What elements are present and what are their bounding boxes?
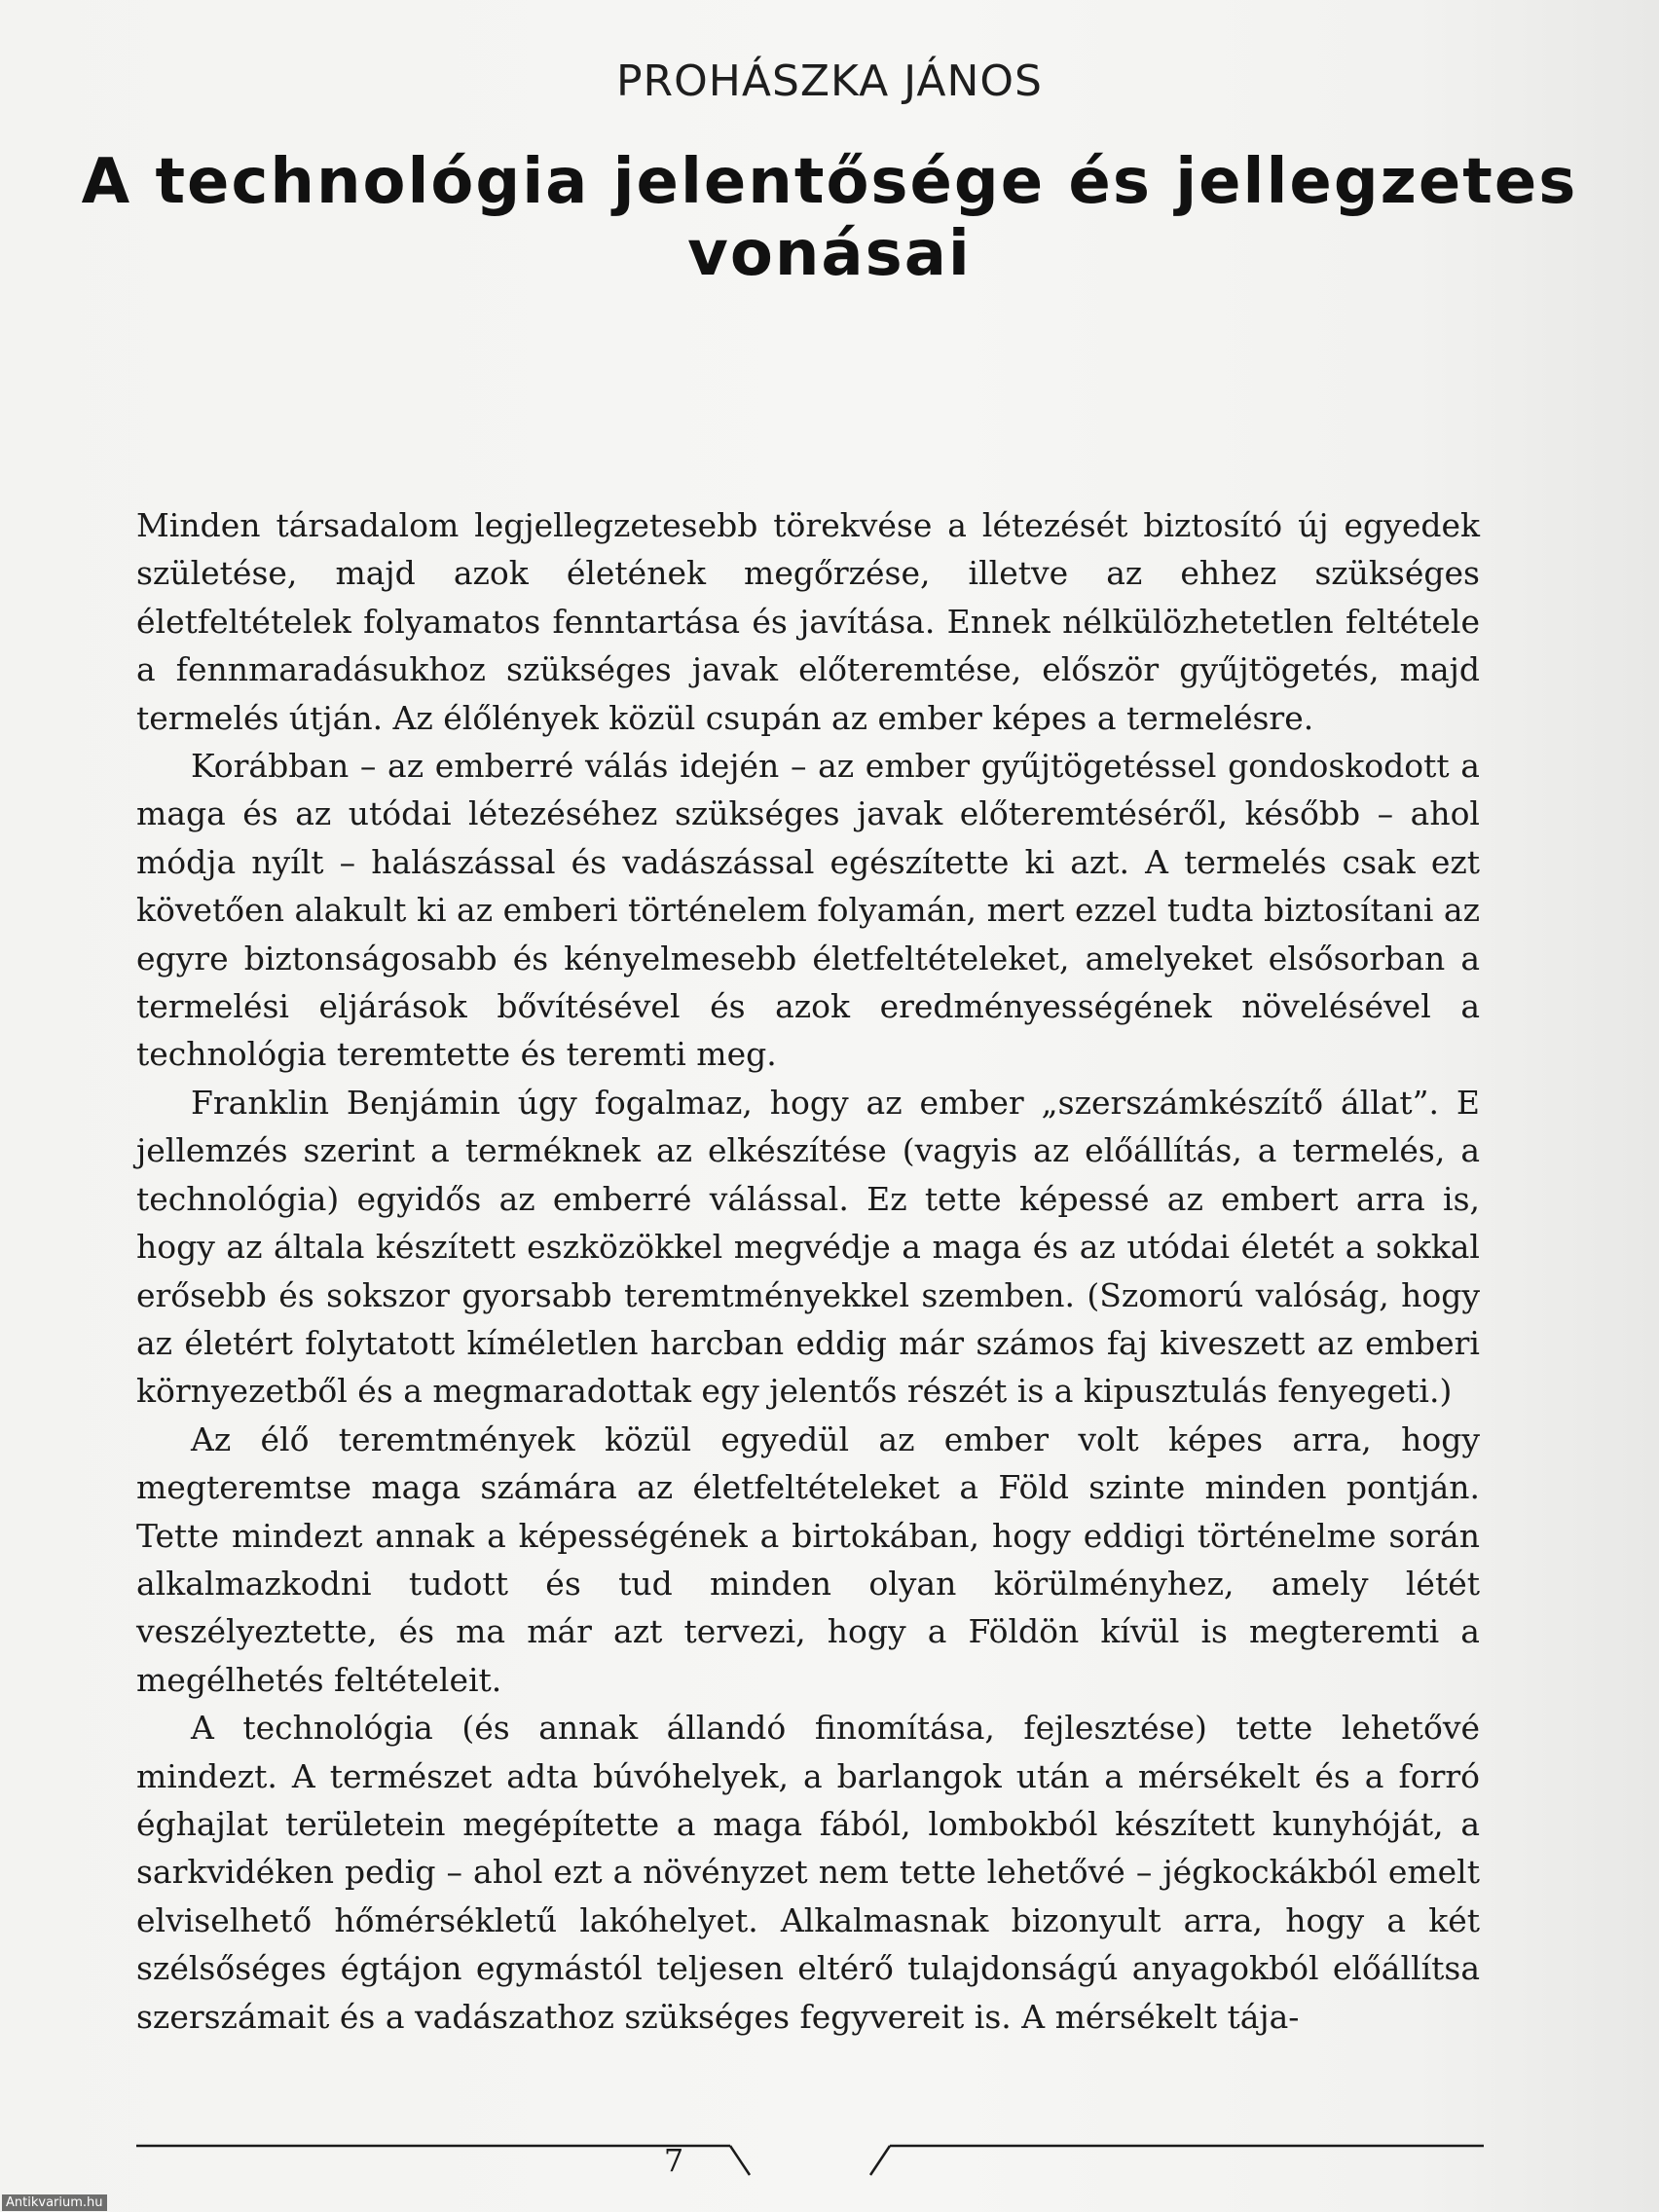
paragraph-4: Az élő teremtmények közül egyedül az ember volt képes arra, hogy megteremtse maga számára az életfeltételeket a Föld szinte minden pontján. Tette mindezt annak a képességének a birtokában, hogy eddigi történelme során alkalmazkodni tudott és tud minden olyan körülményhez, amely létét veszélyeztette, és ma már azt tervezi, hogy a Földön kívül is megteremti a megélhetés feltételeit. (136, 1419, 1480, 1699)
body-text (136, 501, 1480, 2041)
author-name: PROHÁSZKA JÁNOS (616, 56, 1043, 106)
page-number: 7 (663, 2142, 684, 2179)
paragraph-5: A technológia (és annak állandó finomítása, fejlesztése) tette lehetővé mindezt. A természet adta búvóhelyek, a barlangok után a mérsékelt és a forró éghajlat területein megépítette a maga fából, lombokból készített kunyhóját, a sarkvidéken pedig – ahol ezt a növényzet nem tette lehetővé – jégkockákból emelt elviselhető hőmérsékletű lakóhelyet. Alkalmasnak bizonyult arra, hogy a két szélsőséges égtájon egymástól teljesen eltérő tulajdonságú anyagokból előállítsa szerszámait és a vadászathoz szükséges fegyvereit is. A mérsékelt tája- (136, 1709, 1480, 2036)
page-footer (136, 2132, 1484, 2191)
paragraph-1: Minden társadalom legjellegzetesebb törekvése a létezését biztosító új egyedek születése, majd azok életének megőrzése, illetve az ehhez szükséges életfeltételek folyamatos fenntartása és javítása. Ennek nélkülözhetetlen feltétele a fennmaradásukhoz szükséges javak előteremtése, először gyűjtögetés, majd termelés útján. Az élőlények közül csupán az ember képes a termelésre. (136, 506, 1480, 737)
watermark: Antikvarium.hu (2, 2194, 107, 2211)
footer-rule-ornament (136, 2132, 1484, 2191)
paragraph-2: Korábban – az emberré válás idején – az ember gyűjtögetéssel gondoskodott a maga és az utódai létezéséhez szükséges javak előteremtéséről, később – ahol módja nyílt – halászással és vadászással egészítette ki azt. A termelés csak ezt követően alakult ki az emberi történelem folyamán, mert ezzel tudta biztosítani az egyre biztonságosabb és kényelmesebb életfeltételeket, amelyeket elsősorban a termelési eljárások bővítésével és azok eredményességének növelésével a technológia teremtette és teremti meg. (136, 747, 1480, 1074)
chapter-title: A technológia jelentősége és jellegzetes vonásai (81, 146, 1578, 290)
paragraph-3: Franklin Benjámin úgy fogalmaz, hogy az ember „szerszámkészítő állat”. E jellemzés szerint a terméknek az elkészítése (vagyis az előállítás, a termelés, a technológia) egyidős az emberré válással. Ez tette képessé az embert arra is, hogy az általa készített eszközökkel megvédje a maga és az utódai életét a sokkal erősebb és sokszor gyorsabb teremtményekkel szemben. (Szomorú valóság, hogy az életért folytatott kíméletlen harcban eddig már számos faj kiveszett az emberi környezetből és a megmaradottak egy jelentős részét is a kipusztulás fenyegeti.) (136, 1083, 1480, 1411)
